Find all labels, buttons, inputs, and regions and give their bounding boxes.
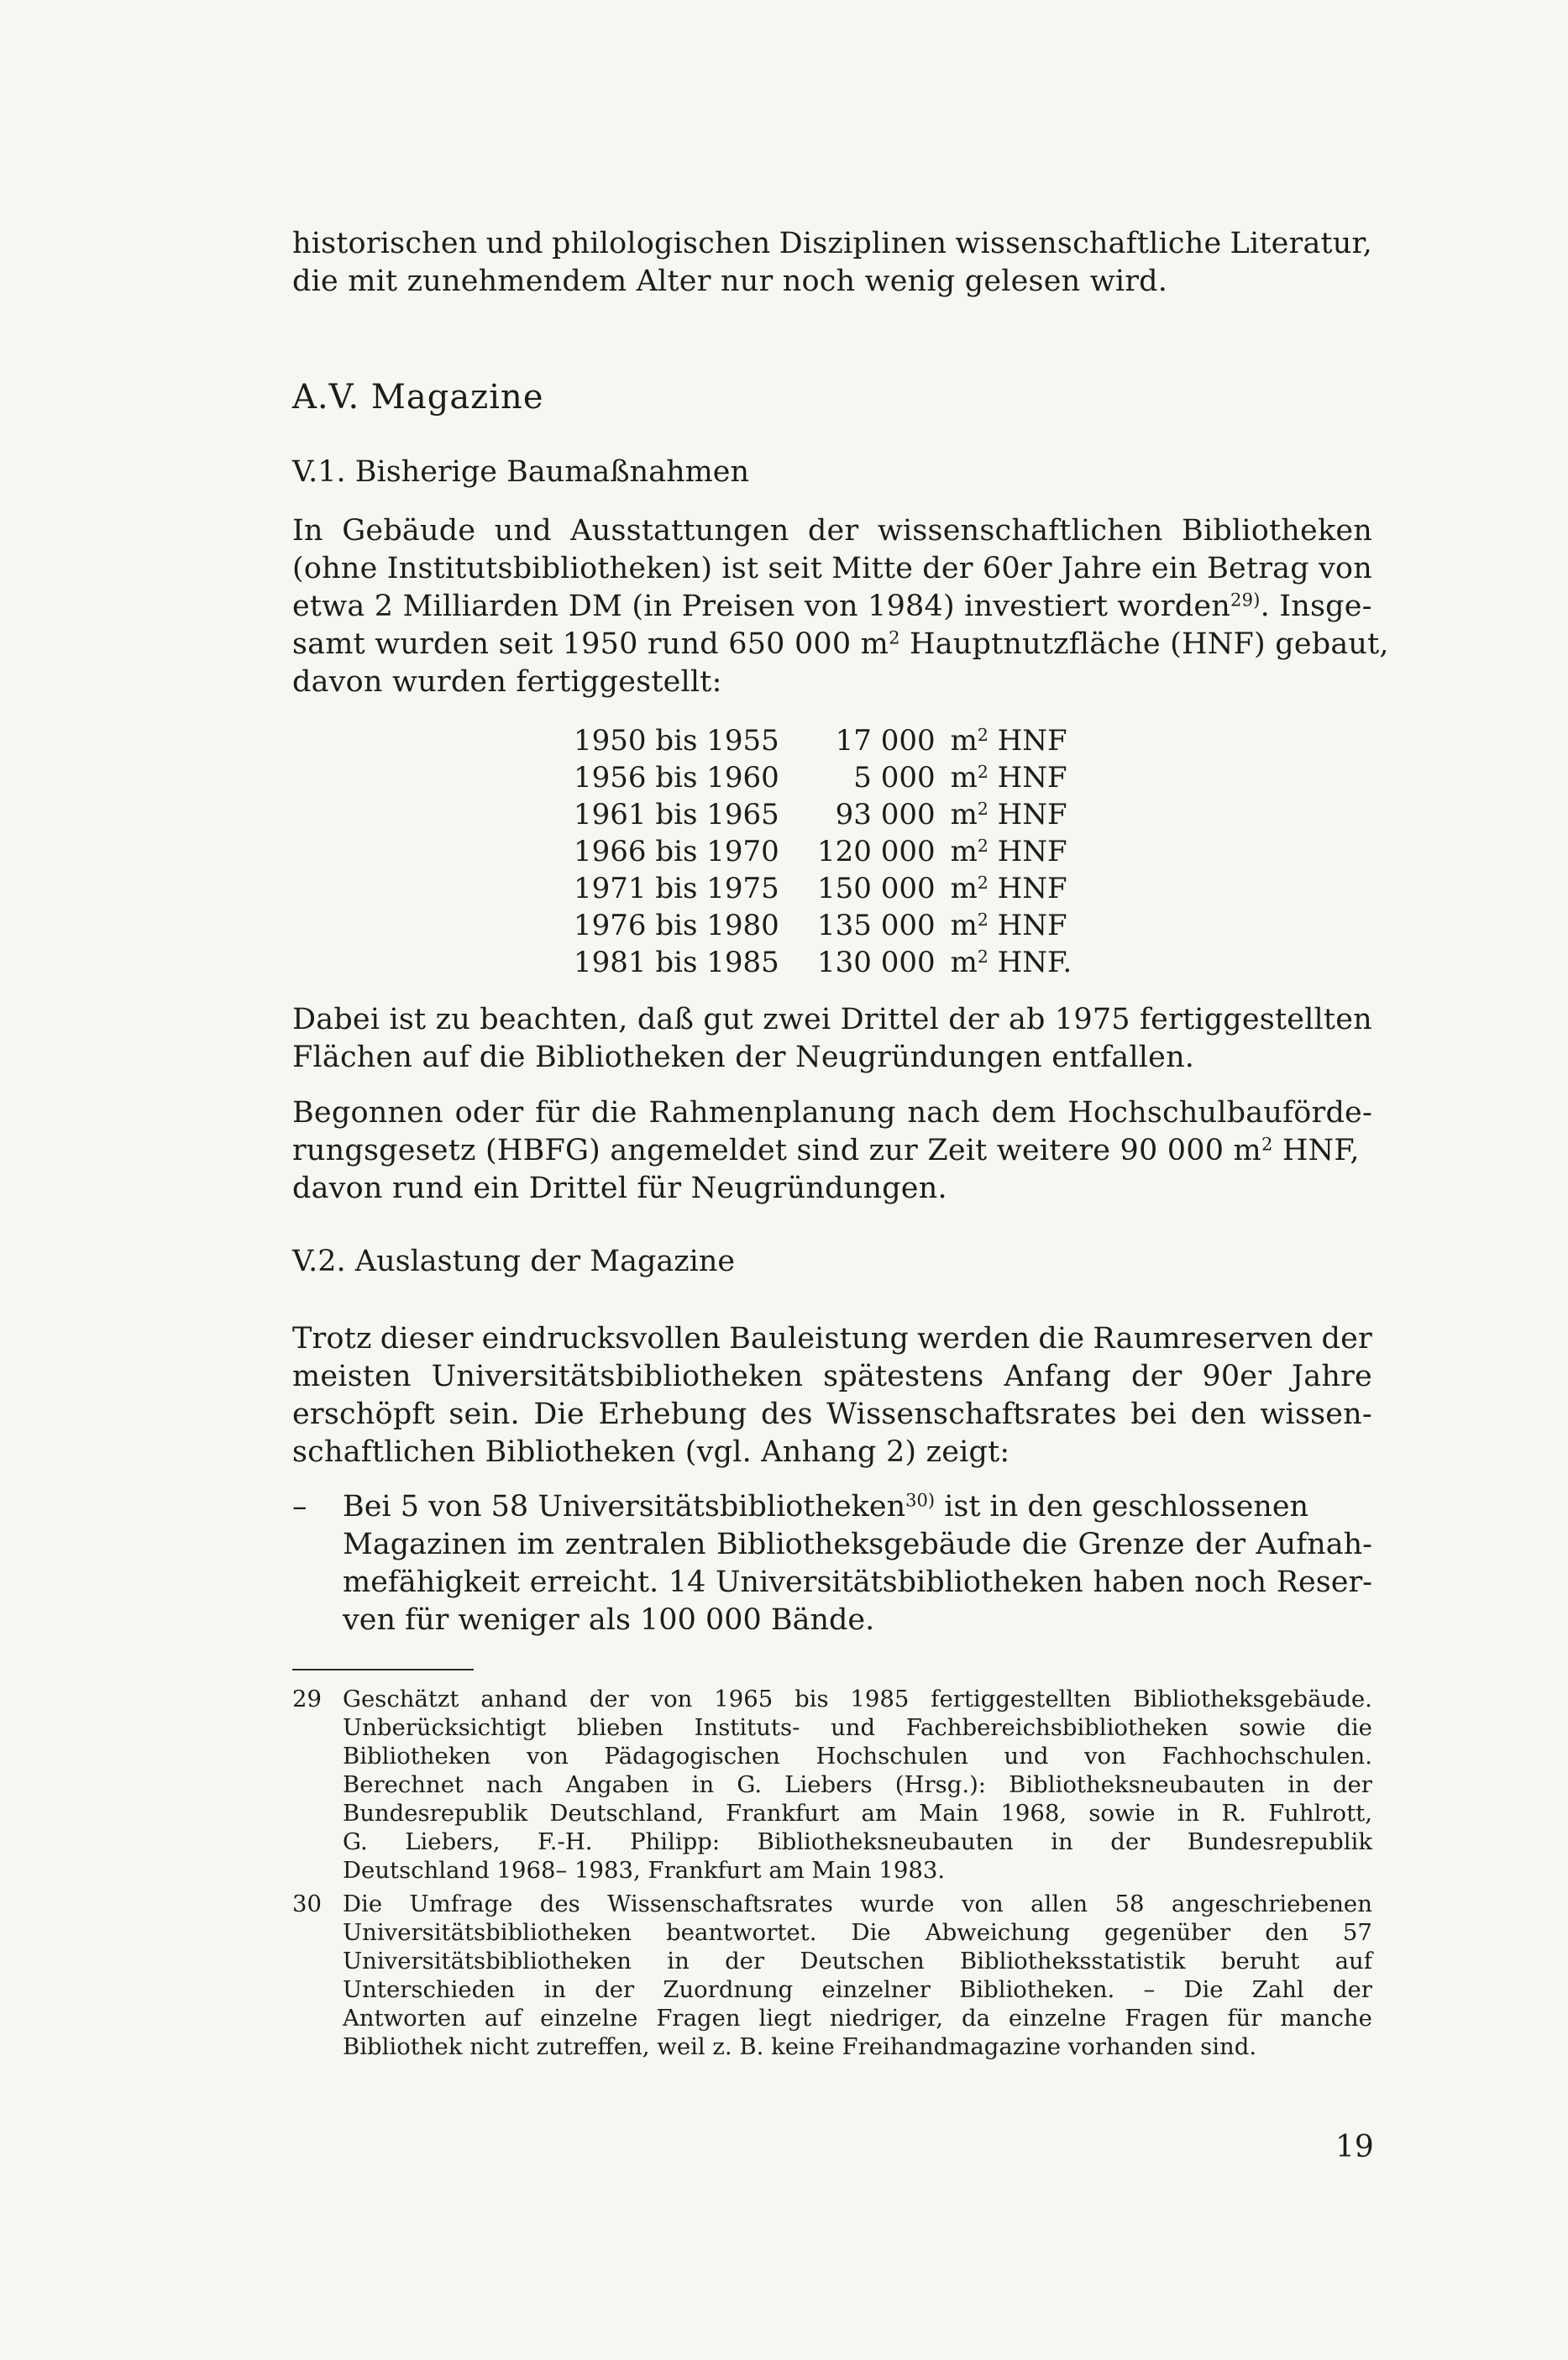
unit-suffix: HNF bbox=[988, 872, 1067, 905]
word: einzelne bbox=[1008, 2005, 1107, 2032]
bullet-line-3 bbox=[343, 1564, 1372, 1602]
word: haben bbox=[1093, 1565, 1185, 1599]
word: 1975 bbox=[1054, 1003, 1130, 1036]
word: Disziplinen bbox=[779, 227, 947, 260]
p3-line-2-tail: HNF, bbox=[1272, 1134, 1360, 1167]
word: in bbox=[691, 1771, 715, 1798]
word: in bbox=[543, 1976, 566, 2003]
word: historischen bbox=[292, 227, 478, 260]
word: wurde bbox=[860, 1891, 935, 1917]
word: (Hrsg.): bbox=[894, 1771, 987, 1798]
word: Bibliotheken bbox=[343, 1743, 491, 1770]
word: Fuhlrott, bbox=[1268, 1800, 1372, 1827]
p3-line-2-text: rungsgesetz (HBFG) angemeldet sind zur Zeit weitere 90 000 m bbox=[292, 1134, 1261, 1167]
word: Drittel bbox=[840, 1003, 940, 1036]
word: ein bbox=[1151, 552, 1198, 585]
fn29-line bbox=[343, 1742, 1372, 1770]
word: 14 bbox=[668, 1565, 706, 1599]
period-cell: 1981 bis 1985 bbox=[574, 946, 779, 979]
fn29-line bbox=[343, 1685, 1372, 1713]
word: meisten bbox=[292, 1360, 412, 1393]
word: Abweichung bbox=[925, 1919, 1070, 1946]
word: dieser bbox=[380, 1322, 474, 1356]
footnote-ref-29: 29) bbox=[1230, 590, 1261, 611]
word: 57 bbox=[1342, 1919, 1372, 1946]
unit-base: m bbox=[950, 798, 978, 831]
unit-exponent: 2 bbox=[977, 798, 989, 819]
word: die bbox=[1021, 1528, 1068, 1561]
row-end-punctuation: . bbox=[1062, 946, 1072, 979]
word: liegt bbox=[758, 2005, 812, 2032]
word: sein. bbox=[448, 1398, 520, 1431]
word: erreicht. bbox=[529, 1565, 659, 1599]
word: daß bbox=[637, 1003, 695, 1036]
subsection-heading-1: V.1. Bisherige Baumaßnahmen bbox=[292, 455, 750, 489]
word: auf bbox=[1335, 1948, 1372, 1975]
word: zu bbox=[435, 1003, 470, 1036]
word: der bbox=[725, 1948, 765, 1975]
page-number: 19 bbox=[1335, 2130, 1374, 2164]
fn30-line bbox=[343, 1918, 1372, 1947]
word: spätestens bbox=[823, 1360, 984, 1393]
word: Jahre bbox=[1061, 552, 1142, 585]
word: von bbox=[527, 1743, 569, 1770]
word: anhand bbox=[480, 1686, 568, 1712]
p4-line-4: schaftlichen Bibliotheken (vgl. Anhang 2) zeigt: bbox=[292, 1435, 1010, 1469]
word: für bbox=[1227, 2005, 1262, 2032]
list-item bbox=[292, 1488, 1372, 1639]
word: angeschriebenen bbox=[1171, 1891, 1372, 1917]
word: Unterschieden bbox=[343, 1976, 516, 2003]
dash-marker: – bbox=[292, 1490, 307, 1524]
p1-line-4 bbox=[292, 626, 1389, 663]
word: noch bbox=[1194, 1565, 1267, 1599]
word: Fragen bbox=[1125, 2005, 1209, 2032]
unit-suffix: HNF bbox=[988, 835, 1067, 868]
intro-paragraph bbox=[292, 225, 1372, 301]
fn29-line bbox=[343, 1799, 1372, 1828]
area-table-row bbox=[574, 722, 1072, 759]
word: Geschätzt bbox=[343, 1686, 459, 1712]
word: (ohne bbox=[292, 552, 378, 585]
paragraph-note bbox=[292, 1001, 1372, 1077]
word: Erhebung bbox=[598, 1398, 747, 1431]
word: Universitätsbibliotheken bbox=[716, 1565, 1083, 1599]
word: einzelne bbox=[540, 2005, 638, 2032]
word: der bbox=[1332, 1976, 1372, 2003]
word: Hochschulen bbox=[815, 1743, 968, 1770]
amount-cell: 93 000 bbox=[835, 798, 936, 831]
unit-suffix: HNF bbox=[988, 724, 1067, 758]
word: am bbox=[861, 1800, 897, 1827]
p1-line-3-tail: . Insge- bbox=[1260, 590, 1372, 623]
word: Unberücksichtigt bbox=[343, 1714, 547, 1741]
period-cell: 1961 bis 1965 bbox=[574, 798, 779, 831]
footnote-number-30: 30 bbox=[292, 1891, 322, 1917]
word: Hochschulbauförde- bbox=[1067, 1096, 1372, 1130]
period-cell: 1976 bis 1980 bbox=[574, 909, 779, 942]
p1-line-2 bbox=[292, 550, 1372, 588]
p2-line-1 bbox=[292, 1001, 1372, 1039]
word: des bbox=[760, 1398, 813, 1431]
word: der bbox=[1195, 1528, 1245, 1561]
word: Zahl bbox=[1251, 1976, 1304, 2003]
unit-exponent: 2 bbox=[977, 724, 989, 745]
word: 1985 bbox=[850, 1686, 910, 1712]
word: Betrag bbox=[1207, 552, 1309, 585]
word: philologischen bbox=[551, 227, 771, 260]
p4-line-3 bbox=[292, 1396, 1372, 1434]
paragraph-capacity bbox=[292, 1320, 1372, 1471]
unit-suffix: HNF bbox=[988, 798, 1067, 831]
word: und bbox=[485, 227, 543, 260]
word: der bbox=[948, 1003, 999, 1036]
p3-line-1 bbox=[292, 1094, 1372, 1132]
word: Aufnah- bbox=[1256, 1528, 1372, 1561]
amount-cell: 150 000 bbox=[817, 872, 936, 905]
paragraph-planned bbox=[292, 1094, 1372, 1208]
footnote-ref-30: 30) bbox=[905, 1490, 936, 1511]
word: Universitätsbibliotheken bbox=[343, 1948, 632, 1975]
unit-exponent: 2 bbox=[977, 909, 989, 930]
word: Antworten bbox=[343, 2005, 466, 2032]
word: erschöpft bbox=[292, 1398, 435, 1431]
intro-line-1 bbox=[292, 225, 1372, 263]
unit-suffix: HNF bbox=[988, 761, 1067, 795]
word: Bundesrepublik bbox=[343, 1800, 528, 1827]
word: Dabei bbox=[292, 1003, 380, 1036]
fn29-line bbox=[343, 1770, 1372, 1799]
word: von bbox=[650, 1686, 693, 1712]
fn29-line bbox=[343, 1828, 1372, 1856]
period-cell: 1966 bis 1970 bbox=[574, 835, 779, 868]
unit-cell bbox=[951, 759, 1072, 796]
p4-line-1 bbox=[292, 1320, 1372, 1358]
word: ist bbox=[389, 1003, 427, 1036]
word: Bibliotheksgebäude. bbox=[1133, 1686, 1372, 1712]
amount-cell: 5 000 bbox=[853, 761, 936, 795]
intro-line-2: die mit zunehmendem Alter nur noch wenig gelesen wird. bbox=[292, 265, 1168, 298]
word: Philipp: bbox=[630, 1828, 721, 1855]
amount-cell: 135 000 bbox=[817, 909, 936, 942]
word: beachten, bbox=[480, 1003, 628, 1036]
word: nach bbox=[907, 1096, 980, 1130]
word: Instituts- bbox=[694, 1714, 800, 1741]
word: wissenschaftlichen bbox=[877, 514, 1163, 548]
word: im bbox=[517, 1528, 555, 1561]
word: Grenze bbox=[1078, 1528, 1185, 1561]
word: 60er bbox=[982, 552, 1052, 585]
area-table-row bbox=[574, 944, 1072, 981]
footnote-29 bbox=[292, 1685, 1372, 1885]
amount-cell: 120 000 bbox=[817, 835, 936, 868]
word: der bbox=[1332, 1771, 1372, 1798]
word: in bbox=[667, 1948, 690, 1975]
p1-line-4-exponent: 2 bbox=[889, 627, 900, 648]
word: Fachhochschulen. bbox=[1162, 1743, 1372, 1770]
word: Magazinen bbox=[343, 1528, 507, 1561]
p1-line-1 bbox=[292, 512, 1372, 550]
unit-base: m bbox=[950, 724, 978, 758]
word: bis bbox=[794, 1686, 829, 1712]
p1-line-3-text: etwa 2 Milliarden DM (in Preisen von 1984) investiert worden bbox=[292, 590, 1231, 623]
word: ist bbox=[721, 552, 759, 585]
word: F.-H. bbox=[537, 1828, 593, 1855]
p3-line-2 bbox=[292, 1132, 1372, 1170]
word: ab bbox=[1008, 1003, 1046, 1036]
section-title: A.V. Magazine bbox=[292, 378, 544, 417]
word: eindrucksvollen bbox=[481, 1322, 721, 1356]
word: 58 bbox=[1114, 1891, 1145, 1917]
word: von bbox=[961, 1891, 1004, 1917]
word: Die bbox=[851, 1919, 891, 1946]
subsection-heading-2: V.2. Auslastung der Magazine bbox=[292, 1245, 736, 1278]
word: Universitätsbibliotheken bbox=[431, 1360, 804, 1393]
word: Pädagogischen bbox=[604, 1743, 780, 1770]
p1-line-4-tail: Hauptnutzfläche (HNF) gebaut, bbox=[899, 627, 1389, 661]
word: Bibliotheken. bbox=[959, 1976, 1115, 2003]
word: und bbox=[831, 1714, 876, 1741]
fn30-line bbox=[343, 1975, 1372, 2004]
bullet-line-4: ven für weniger als 100 000 Bände. bbox=[343, 1603, 875, 1637]
unit-cell bbox=[951, 833, 1072, 870]
unit-suffix: HNF bbox=[988, 909, 1067, 942]
unit-exponent: 2 bbox=[977, 835, 989, 856]
word: und bbox=[1004, 1743, 1049, 1770]
word: der bbox=[1321, 1322, 1372, 1356]
area-table-row bbox=[574, 870, 1072, 907]
word: G. bbox=[737, 1771, 763, 1798]
unit-base: m bbox=[950, 872, 978, 905]
word: auf bbox=[484, 2005, 522, 2032]
word: Deutschland, bbox=[549, 1800, 704, 1827]
paragraph-buildings bbox=[292, 512, 1389, 701]
word: Frankfurt bbox=[726, 1800, 840, 1827]
word: 1965 bbox=[714, 1686, 774, 1712]
word: blieben bbox=[576, 1714, 663, 1741]
word: Bibliotheksneubauten bbox=[757, 1828, 1014, 1855]
footnote-divider bbox=[292, 1669, 474, 1670]
unit-base: m bbox=[950, 909, 978, 942]
word: in bbox=[1051, 1828, 1073, 1855]
area-table-row bbox=[574, 759, 1072, 796]
word: bei bbox=[1130, 1398, 1177, 1431]
word: Ausstattungen bbox=[570, 514, 789, 548]
fn30-line: Bibliothek nicht zutreffen, weil z. B. keine Freihandmagazine vorhanden sind. bbox=[343, 2033, 1257, 2060]
word: gut bbox=[703, 1003, 753, 1036]
unit-suffix: HNF bbox=[988, 946, 1063, 979]
word: Angaben bbox=[565, 1771, 669, 1798]
word: beantwortet. bbox=[666, 1919, 817, 1946]
unit-cell bbox=[951, 944, 1072, 981]
unit-cell bbox=[951, 870, 1072, 907]
fn30-line bbox=[343, 2004, 1372, 2032]
word: Bundesrepublik bbox=[1187, 1828, 1372, 1855]
word: – bbox=[1143, 1976, 1156, 2003]
bullet-line-2 bbox=[343, 1526, 1372, 1564]
word: Institutsbibliotheken) bbox=[386, 552, 713, 585]
period-cell: 1956 bis 1960 bbox=[574, 761, 779, 795]
word: Die bbox=[533, 1398, 585, 1431]
word: Zuordnung bbox=[663, 1976, 794, 2003]
amount-cell: 130 000 bbox=[817, 946, 936, 979]
unit-cell bbox=[951, 907, 1072, 944]
word: Begonnen bbox=[292, 1096, 443, 1130]
word: die bbox=[1336, 1714, 1372, 1741]
word: wissen- bbox=[1260, 1398, 1372, 1431]
word: der bbox=[807, 514, 859, 548]
word: in bbox=[1177, 1800, 1200, 1827]
word: zentralen bbox=[564, 1528, 706, 1561]
p3-line-3: davon rund ein Drittel für Neugründungen. bbox=[292, 1172, 947, 1205]
word: R. bbox=[1221, 1800, 1246, 1827]
word: Wissenschaftsrates bbox=[826, 1398, 1117, 1431]
word: Bibliotheksneubauten bbox=[1009, 1771, 1266, 1798]
word: 90er bbox=[1202, 1360, 1272, 1393]
word: da bbox=[961, 2005, 990, 2032]
word: sowie bbox=[1239, 1714, 1306, 1741]
word: oder bbox=[454, 1096, 524, 1130]
word: Literatur, bbox=[1230, 227, 1372, 260]
word: von bbox=[1318, 552, 1372, 585]
word: Bauleistung bbox=[729, 1322, 910, 1356]
word: Deutschen bbox=[800, 1948, 925, 1975]
fn30-line bbox=[343, 1947, 1372, 1975]
word: G. bbox=[343, 1828, 368, 1855]
word: Berechnet bbox=[343, 1771, 464, 1798]
word: Liebers bbox=[784, 1771, 873, 1798]
word: Bibliotheksstatistik bbox=[959, 1948, 1186, 1975]
word: manche bbox=[1280, 2005, 1372, 2032]
word: beruht bbox=[1220, 1948, 1300, 1975]
unit-exponent: 2 bbox=[977, 872, 989, 893]
amount-cell: 17 000 bbox=[835, 724, 936, 758]
word: den bbox=[1265, 1919, 1308, 1946]
unit-base: m bbox=[950, 761, 978, 795]
word: der bbox=[589, 1686, 629, 1712]
p4-line-2 bbox=[292, 1358, 1372, 1396]
word: fertiggestellten bbox=[931, 1686, 1112, 1712]
word: allen bbox=[1030, 1891, 1088, 1917]
unit-exponent: 2 bbox=[977, 761, 989, 782]
bullet-line-1-tail: ist in den geschlossenen bbox=[935, 1490, 1309, 1524]
word: von bbox=[1084, 1743, 1126, 1770]
fn29-line: Deutschland 1968– 1983, Frankfurt am Main 1983. bbox=[343, 1857, 946, 1884]
footnote-30 bbox=[292, 1890, 1372, 2061]
area-table-row bbox=[574, 907, 1072, 944]
bullet-line-1 bbox=[343, 1488, 1372, 1526]
word: Umfrage bbox=[409, 1891, 513, 1917]
p2-line-2: Flächen auf die Bibliotheken der Neugründungen entfallen. bbox=[292, 1041, 1195, 1074]
word: Rahmenplanung bbox=[648, 1096, 896, 1130]
footnote-number-29: 29 bbox=[292, 1686, 322, 1712]
word: einzelner bbox=[821, 1976, 931, 2003]
word: Main bbox=[919, 1800, 979, 1827]
word: Gebäude bbox=[342, 514, 476, 548]
word: Universitätsbibliotheken bbox=[343, 1919, 632, 1946]
word: Mitte bbox=[831, 552, 914, 585]
unit-cell bbox=[951, 722, 1072, 759]
word: seit bbox=[768, 552, 823, 585]
word: wissenschaftliche bbox=[955, 227, 1222, 260]
unit-exponent: 2 bbox=[977, 946, 989, 967]
word: Fragen bbox=[656, 2005, 741, 2032]
word: niedriger, bbox=[829, 2005, 944, 2032]
word: werden bbox=[917, 1322, 1030, 1356]
word: Fachbereichsbibliotheken bbox=[905, 1714, 1209, 1741]
word: nach bbox=[486, 1771, 543, 1798]
word: Jahre bbox=[1292, 1360, 1372, 1393]
word: Wissenschaftsrates bbox=[607, 1891, 833, 1917]
word: und bbox=[494, 514, 552, 548]
area-table-row bbox=[574, 833, 1072, 870]
period-cell: 1950 bis 1955 bbox=[574, 724, 779, 758]
word: fertiggestellten bbox=[1140, 1003, 1372, 1036]
bullet-line-1-text: Bei 5 von 58 Universitätsbibliotheken bbox=[343, 1490, 906, 1524]
word: Die bbox=[343, 1891, 383, 1917]
word: den bbox=[1190, 1398, 1246, 1431]
unit-base: m bbox=[950, 946, 978, 979]
word: der bbox=[1131, 1360, 1183, 1393]
word: Bibliotheken bbox=[1182, 514, 1372, 548]
word: Bibliotheksgebäude bbox=[716, 1528, 1012, 1561]
p1-line-5: davon wurden fertiggestellt: bbox=[292, 665, 722, 699]
p3-line-2-exponent: 2 bbox=[1261, 1134, 1273, 1155]
word: Trotz bbox=[292, 1322, 372, 1356]
word: der bbox=[595, 1976, 635, 2003]
word: in bbox=[1287, 1771, 1310, 1798]
word: der bbox=[1110, 1828, 1151, 1855]
p1-line-4-text: samt wurden seit 1950 rund 650 000 m bbox=[292, 627, 889, 661]
word: Reser- bbox=[1276, 1565, 1372, 1599]
word: gegenüber bbox=[1104, 1919, 1231, 1946]
word: sowie bbox=[1088, 1800, 1156, 1827]
word: die bbox=[590, 1096, 637, 1130]
word: Liebers, bbox=[405, 1828, 501, 1855]
unit-base: m bbox=[950, 835, 978, 868]
word: mefähigkeit bbox=[343, 1565, 521, 1599]
word: für bbox=[535, 1096, 580, 1130]
word: die bbox=[1038, 1322, 1085, 1356]
word: 1968, bbox=[1000, 1800, 1067, 1827]
word: Anfang bbox=[1004, 1360, 1112, 1393]
word: In bbox=[292, 514, 323, 548]
word: der bbox=[922, 552, 973, 585]
fn30-line bbox=[343, 1890, 1372, 1918]
area-table bbox=[574, 722, 1072, 981]
unit-cell bbox=[951, 796, 1072, 833]
word: zwei bbox=[763, 1003, 831, 1036]
word: dem bbox=[991, 1096, 1057, 1130]
period-cell: 1971 bis 1975 bbox=[574, 872, 779, 905]
word: Raumreserven bbox=[1093, 1322, 1314, 1356]
area-table-row bbox=[574, 796, 1072, 833]
p1-line-3 bbox=[292, 588, 1372, 626]
word: Die bbox=[1183, 1976, 1224, 2003]
word: des bbox=[539, 1891, 580, 1917]
fn29-line bbox=[343, 1713, 1372, 1742]
